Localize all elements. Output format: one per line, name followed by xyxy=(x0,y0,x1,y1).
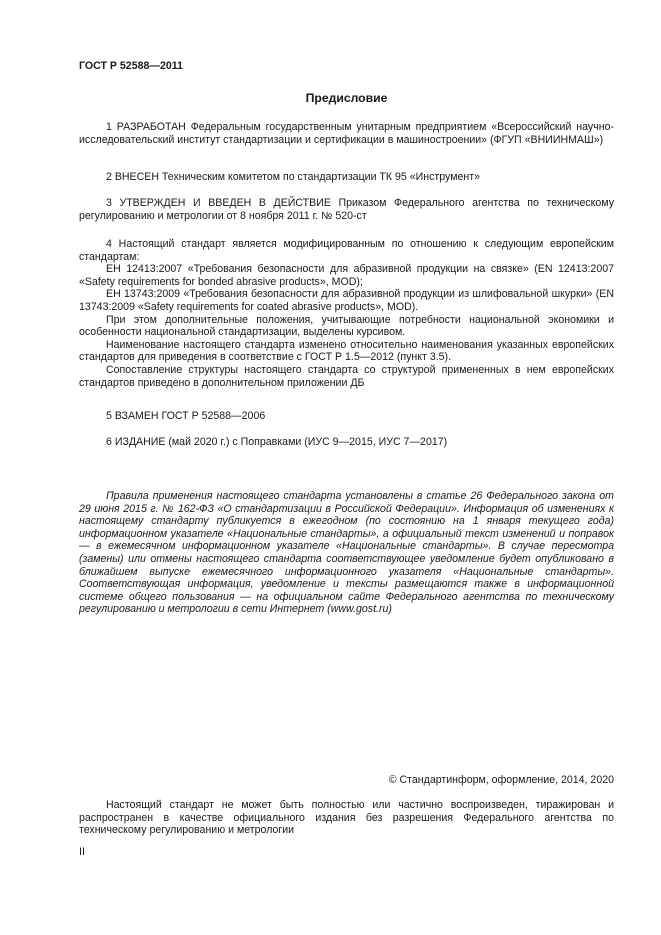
item-2 xyxy=(79,171,614,184)
copyright-line: © Стандартинформ, оформление, 2014, 2020 xyxy=(388,774,614,786)
item-4-intro: 4 Настоящий стандарт является модифицированным по отношению к следующим европейским стандартам: xyxy=(79,238,614,263)
item-4-en-13743: ЕН 13743:2009 «Требования безопасности для абразивной продукции из шлифовальной шкурки» (EN 13743:2009 «Safety requirements for coated abrasive products», MOD). xyxy=(79,288,614,313)
item-4-name-change: Наименование настоящего стандарта изменено относительно наименования указанных европейских стандартов для приведения в соответствие с ГОСТ Р 1.5—2012 (пункт 3.5). xyxy=(79,338,614,364)
item-4 xyxy=(79,238,614,389)
item-6 xyxy=(79,436,614,449)
item-4-en-12413: ЕН 12413:2007 «Требования безопасности для абразивной продукции на связке» (EN 12413:2007 «Safety requirements for bonded abrasive products», MOD); xyxy=(79,263,614,288)
item-4-comparison: Сопоставление структуры настоящего стандарта со структурой примененных в нем европейских стандартов приведено в дополнительном приложении ДБ xyxy=(79,363,614,389)
item-1 xyxy=(79,121,614,146)
item-2-text: 2 ВНЕСЕН Техническим комитетом по стандартизации ТК 95 «Инструмент» xyxy=(106,171,480,183)
item-3 xyxy=(79,197,614,222)
standard-notice xyxy=(79,490,614,616)
standard-notice-text: Правила применения настоящего стандарта установлены в статье 26 Федерального закона от 29 июня 2015 г. № 162-ФЗ «О стандартизации в Российской Федерации». Информация об изменениях к настоящему стандарту публикуется в ежегодном (по состоянию на 1 января текущего года) информационном указателе «Национальные стандарты», а официальный текст изменений и поправок — в ежемесячном информационном указателе «Национальные стандарты». В случае пересмотра (замены) или отмены настоящего стандарта соответствующее уведомление будет опубликовано в ближайшем выпуске ежемесячного информационного указателя «Национальные стандарты». Соответствующая информация, уведомление и тексты размещаются также в информационной системе общего пользования — на официальном сайте Федерального агентства по техническому регулированию и метрологии в сети Интернет (www.gost.ru) xyxy=(79,490,614,616)
item-5 xyxy=(79,410,614,423)
document-code: ГОСТ Р 52588—2011 xyxy=(79,60,183,72)
item-5-text: 5 ВЗАМЕН ГОСТ Р 52588—2006 xyxy=(106,410,266,422)
page-title: Предисловие xyxy=(305,91,388,105)
item-1-text: 1 РАЗРАБОТАН Федеральным государственным унитарным предприятием «Всероссийский научно-исследовательский институт стандартизации и сертификации в машиностроении» (ФГУП «ВНИИНМАШ») xyxy=(79,121,614,146)
legal-notice-text: Настоящий стандарт не может быть полностью или частично воспроизведен, тиражирован и распространен в качестве официального издания без разрешения Федерального агентства по техническому регулированию и метрологии xyxy=(79,799,614,837)
legal-notice xyxy=(79,799,614,837)
item-3-text: 3 УТВЕРЖДЕН И ВВЕДЕН В ДЕЙСТВИЕ Приказом Федерального агентства по техническому регулированию и метрологии от 8 ноября 2011 г. № 520-ст xyxy=(79,197,614,222)
item-6-text: 6 ИЗДАНИЕ (май 2020 г.) с Поправками (ИУС 9—2015, ИУС 7—2017) xyxy=(106,436,448,448)
item-4-additional: При этом дополнительные положения, учитывающие потребности национальной экономики и особенности национальной стандартизации, выделены курсивом. xyxy=(79,313,614,339)
page-number: II xyxy=(79,846,85,858)
